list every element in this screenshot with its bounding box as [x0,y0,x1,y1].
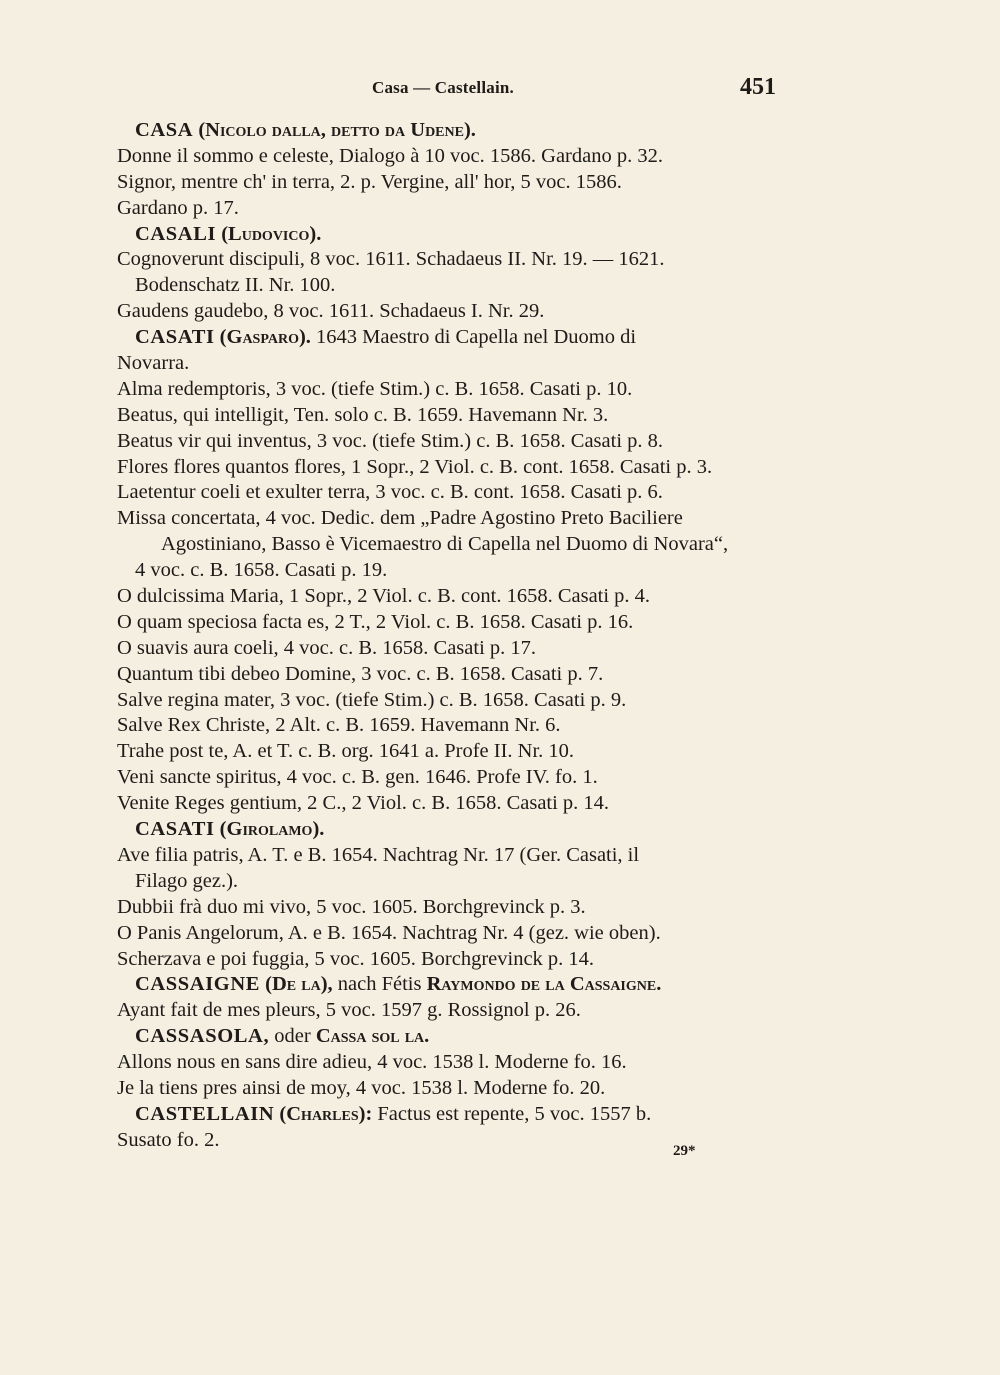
entry-text: Novarra. [117,352,190,375]
heading-note: oder [274,1025,311,1048]
composer-heading [117,222,787,248]
heading-note: 1643 Maestro di Capella nel Duomo di [316,326,637,349]
entry-text: Cognoverunt discipuli, 8 voc. 1611. Schadaeus II. Nr. 19. — 1621. [117,248,665,271]
work-entry [117,765,787,791]
entry-text: Susato fo. 2. [117,1128,220,1151]
work-entry [117,636,787,662]
signature-mark: 29* [673,1143,696,1159]
entry-text: Signor, mentre ch' in terra, 2. p. Vergine, all' hor, 5 voc. 1586. [117,170,622,193]
entry-text: Laetentur coeli et exulter terra, 3 voc. c. B. cont. 1658. Casati p. 6. [117,481,663,504]
heading-alias: Cassa sol la. [315,1025,430,1048]
work-entry [117,480,787,506]
entry-text: Donne il sommo e celeste, Dialogo à 10 voc. 1586. Gardano p. 32. [117,144,663,167]
entry-text: Bodenschatz II. Nr. 100. [135,274,336,297]
entry-text: Beatus, qui intelligit, Ten. solo c. B. 1659. Havemann Nr. 3. [117,403,609,426]
work-entry [117,843,787,869]
composer-heading [117,972,787,998]
work-entry [117,895,787,921]
entry-text: Veni sancte spiritus, 4 voc. c. B. gen. 1646. Profe IV. fo. 1. [117,766,598,789]
work-entry [117,947,787,973]
work-entry [117,247,787,273]
work-entry [117,791,787,817]
entry-text: Dubbii frà duo mi vivo, 5 voc. 1605. Borchgrevinck p. 3. [117,895,586,918]
composer-detail: (Girolamo). [219,818,325,841]
work-entry [117,170,787,196]
work-entry [117,299,787,325]
entry-text: Beatus vir qui inventus, 3 voc. (tiefe Stim.) c. B. 1658. Casati p. 8. [117,429,664,452]
entry-text: O Panis Angelorum, A. e B. 1654. Nachtrag Nr. 4 (gez. wie oben). [117,921,661,944]
entry-text: Venite Reges gentium, 2 C., 2 Viol. c. B. 1658. Casati p. 14. [117,792,610,815]
composer-name: CASATI [135,326,215,349]
entry-text: Gaudens gaudebo, 8 voc. 1611. Schadaeus I. Nr. 29. [117,300,545,323]
entry-text: O suavis aura coeli, 4 voc. c. B. 1658. Casati p. 17. [117,636,537,659]
work-entry [117,506,787,532]
running-header [0,74,1000,104]
work-entry [117,455,787,481]
work-entry [117,1076,787,1102]
entry-continuation [117,869,787,895]
entry-continuation [117,196,787,222]
entry-text: Gardano p. 17. [117,196,239,219]
composer-heading [117,118,787,144]
heading-note: nach Fétis [337,973,422,996]
composer-heading [117,817,787,843]
composer-detail: (Gasparo). [219,326,311,349]
entry-text: Je la tiens pres ainsi de moy, 4 voc. 1538 l. Moderne fo. 20. [117,1076,606,1099]
work-entry [117,403,787,429]
work-entry [117,921,787,947]
composer-detail: (Nicolo dalla, detto da Udene). [198,119,476,141]
composer-heading [117,1102,787,1128]
work-entry [117,584,787,610]
composer-heading [117,325,787,351]
work-entry [117,144,787,170]
page-number: 451 [740,74,776,100]
work-entry [117,662,787,688]
work-entry [117,713,787,739]
composer-name: CASATI [135,818,215,841]
running-title: Casa — Castellain. [372,78,514,97]
heading-note: Factus est repente, 5 voc. 1557 b. [377,1102,652,1125]
composer-name: CASALI [135,222,217,245]
entry-text: Filago gez.). [135,869,239,892]
composer-heading [117,1024,787,1050]
entry-continuation [117,351,787,377]
work-entry [117,610,787,636]
entry-text: Ave filia patris, A. T. e B. 1654. Nachtrag Nr. 17 (Ger. Casati, il [117,843,640,866]
entry-text: Trahe post te, A. et T. c. B. org. 1641 a. Profe II. Nr. 10. [117,740,575,763]
composer-detail: (Ludovico). [221,222,322,245]
work-entry [117,429,787,455]
entry-text: Alma redemptoris, 3 voc. (tiefe Stim.) c. B. 1658. Casati p. 10. [117,377,633,400]
entry-text: Allons nous en sans dire adieu, 4 voc. 1538 l. Moderne fo. 16. [117,1051,627,1074]
composer-name: CASA [135,119,194,141]
entry-text: Salve Rex Christe, 2 Alt. c. B. 1659. Havemann Nr. 6. [117,714,561,737]
entry-continuation [117,532,787,558]
entry-text: O dulcissima Maria, 1 Sopr., 2 Viol. c. B. cont. 1658. Casati p. 4. [117,585,651,608]
work-entry [117,998,787,1024]
entry-text: Salve regina mater, 3 voc. (tiefe Stim.) c. B. 1658. Casati p. 9. [117,688,627,711]
composer-name: CASSASOLA, [135,1025,270,1048]
entry-text: Flores flores quantos flores, 1 Sopr., 2 Viol. c. B. cont. 1658. Casati p. 3. [117,455,713,478]
entry-continuation [117,273,787,299]
composer-detail: (Charles): [279,1102,373,1125]
work-entry [117,688,787,714]
catalogue-body [117,118,787,1154]
composer-name: CASTELLAIN [135,1102,275,1125]
entry-text: Scherzava e poi fuggia, 5 voc. 1605. Borchgrevinck p. 14. [117,947,595,970]
entry-text: Ayant fait de mes pleurs, 5 voc. 1597 g. Rossignol p. 26. [117,999,581,1022]
entry-text: Missa concertata, 4 voc. Dedic. dem „Padre Agostino Preto Baciliere [117,507,683,530]
work-entry [117,1050,787,1076]
entry-text: Agostiniano, Basso è Vicemaestro di Capella nel Duomo di Novara“, [161,533,729,556]
entry-text: 4 voc. c. B. 1658. Casati p. 19. [135,559,388,582]
entry-continuation [117,558,787,584]
composer-detail: (De la), [265,973,333,996]
entry-text: O quam speciosa facta es, 2 T., 2 Viol. c. B. 1658. Casati p. 16. [117,610,634,633]
entry-text: Quantum tibi debeo Domine, 3 voc. c. B. 1658. Casati p. 7. [117,662,604,685]
heading-alias: Raymondo de la Cassaigne. [426,973,662,996]
work-entry [117,739,787,765]
composer-name: CASSAIGNE [135,973,261,996]
work-entry [117,377,787,403]
